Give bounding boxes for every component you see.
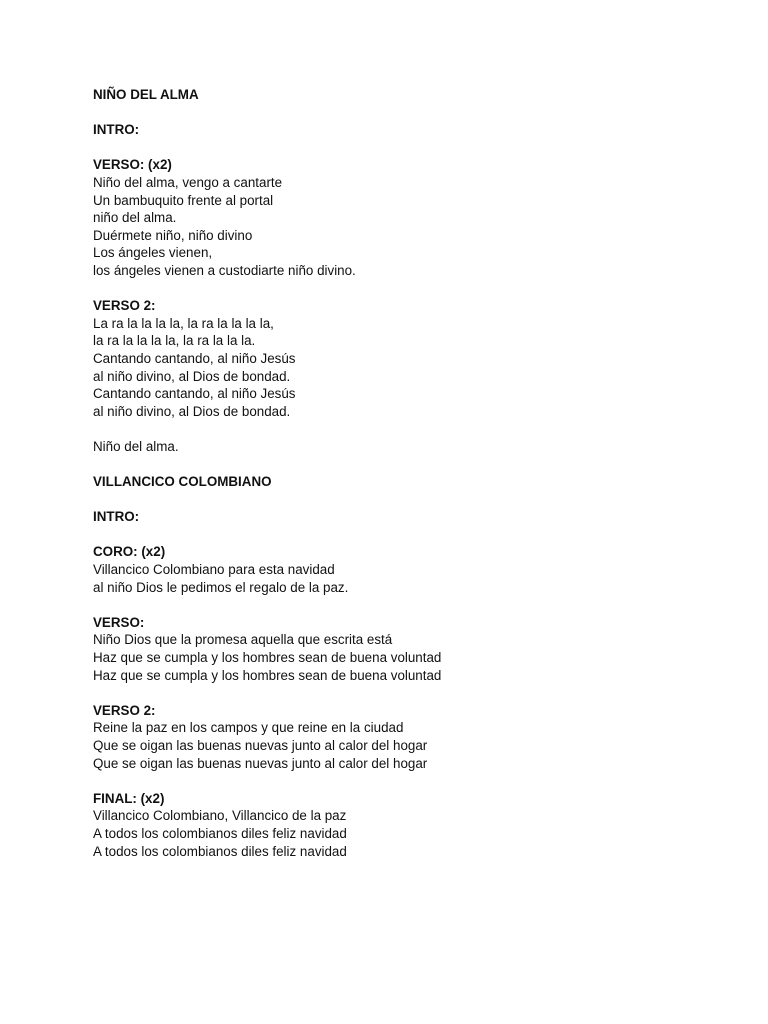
lyric-line: Niño del alma.	[93, 438, 179, 454]
lyric-line: Haz que se cumpla y los hombres sean de buena voluntad	[93, 667, 442, 683]
document-page	[93, 86, 713, 860]
lyric-line: los ángeles vienen a custodiarte niño divino.	[93, 262, 356, 278]
blank-line	[93, 139, 713, 157]
blank-line	[93, 491, 713, 509]
blank-line	[93, 596, 713, 614]
lyric-line: A todos los colombianos diles feliz navidad	[93, 843, 347, 859]
section-heading: VERSO 2:	[93, 702, 156, 718]
lyric-line: al niño divino, al Dios de bondad.	[93, 368, 291, 384]
blank-line	[93, 420, 713, 438]
blank-line	[93, 772, 713, 790]
lyric-line: Reine la paz en los campos y que reine en la ciudad	[93, 720, 404, 736]
lyric-line: La ra la la la la, la ra la la la la,	[93, 315, 274, 331]
blank-line	[93, 280, 713, 298]
section-heading: INTRO:	[93, 122, 140, 138]
lyric-line: Los ángeles vienen,	[93, 245, 213, 261]
lyric-line: Villancico Colombiano, Villancico de la paz	[93, 808, 347, 824]
lyric-line: Duérmete niño, niño divino	[93, 227, 253, 243]
lyric-line: Cantando cantando, al niño Jesús	[93, 386, 296, 402]
blank-line	[93, 526, 713, 544]
section-heading: VERSO: (x2)	[93, 157, 172, 173]
section-heading: VERSO:	[93, 614, 145, 630]
lyric-line: A todos los colombianos diles feliz navidad	[93, 825, 347, 841]
lyric-line: Villancico Colombiano para esta navidad	[93, 562, 335, 578]
lyric-line: Cantando cantando, al niño Jesús	[93, 350, 296, 366]
lyric-line: al niño Dios le pedimos el regalo de la paz.	[93, 579, 349, 595]
lyric-line: la ra la la la la, la ra la la la.	[93, 333, 256, 349]
section-heading: CORO: (x2)	[93, 544, 166, 560]
lyric-line: Que se oigan las buenas nuevas junto al calor del hogar	[93, 755, 428, 771]
lyric-line: Niño Dios que la promesa aquella que escrita está	[93, 632, 393, 648]
blank-line	[93, 455, 713, 473]
blank-line	[93, 104, 713, 122]
blank-line	[93, 684, 713, 702]
lyric-line: Niño del alma, vengo a cantarte	[93, 174, 283, 190]
lyric-line: Un bambuquito frente al portal	[93, 192, 274, 208]
section-heading: NIÑO DEL ALMA	[93, 87, 199, 102]
section-heading: INTRO:	[93, 509, 140, 525]
lyric-line: al niño divino, al Dios de bondad.	[93, 403, 291, 419]
section-heading: VERSO 2:	[93, 298, 156, 314]
section-heading: VILLANCICO COLOMBIANO	[93, 474, 272, 490]
section-heading: FINAL: (x2)	[93, 790, 165, 806]
lyric-line: Que se oigan las buenas nuevas junto al calor del hogar	[93, 737, 428, 753]
lyric-line: niño del alma.	[93, 210, 177, 226]
lyric-line: Haz que se cumpla y los hombres sean de buena voluntad	[93, 650, 442, 665]
